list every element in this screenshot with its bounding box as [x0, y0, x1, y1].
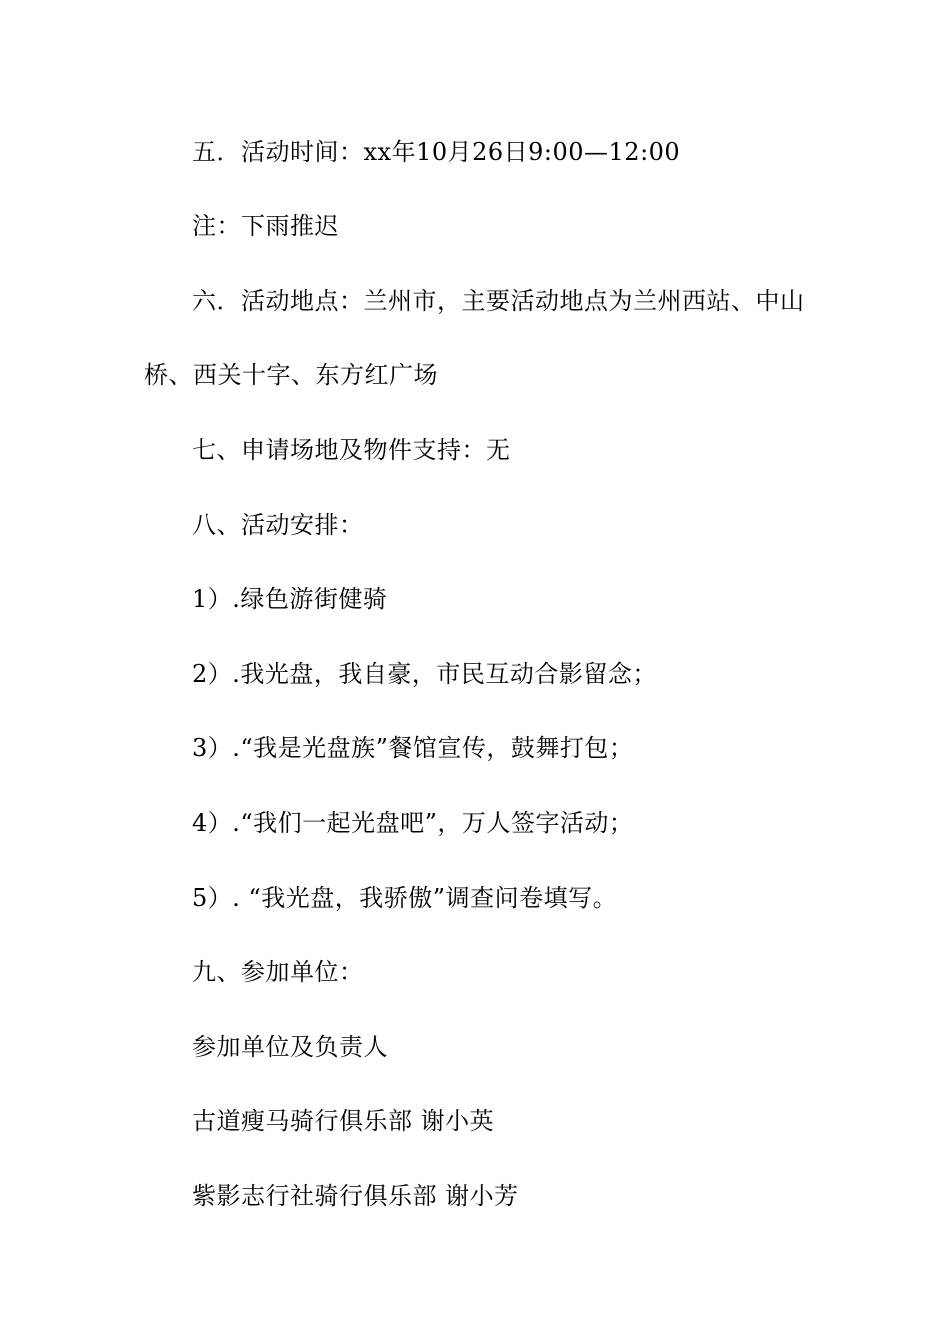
- section-9-participants-heading: 九、参加单位：: [192, 958, 364, 986]
- section-7-venue-support: 七、申请场地及物件支持：无: [192, 436, 511, 464]
- section-6-location: 六．活动地点：兰州市，主要活动地点为兰州西站、中山: [192, 287, 805, 315]
- participant-2: 紫影志行社骑行俱乐部 谢小芳: [192, 1182, 519, 1210]
- arrangement-item-5: 5）. “我光盘，我骄傲”调查问卷填写。: [192, 884, 618, 912]
- section-5-activity-time: 五．活动时间：xx年10月26日9:00—12:00: [192, 138, 681, 166]
- participant-1: 古道瘦马骑行俱乐部 谢小英: [192, 1107, 495, 1135]
- arrangement-item-4: 4）.“我们一起光盘吧”，万人签字活动；: [192, 809, 634, 837]
- arrangement-item-2: 2）.我光盘，我自豪，市民互动合影留念；: [192, 660, 657, 688]
- arrangement-item-1: 1）.绿色游街健骑: [192, 585, 388, 613]
- section-8-arrangements-heading: 八、活动安排：: [192, 511, 364, 539]
- arrangement-item-3: 3）.“我是光盘族”餐馆宣传，鼓舞打包；: [192, 734, 634, 762]
- participants-subheading: 参加单位及负责人: [192, 1033, 388, 1061]
- rain-note: 注：下雨推迟: [192, 212, 339, 240]
- section-6-location-continued: 桥、西关十字、东方红广场: [144, 361, 438, 389]
